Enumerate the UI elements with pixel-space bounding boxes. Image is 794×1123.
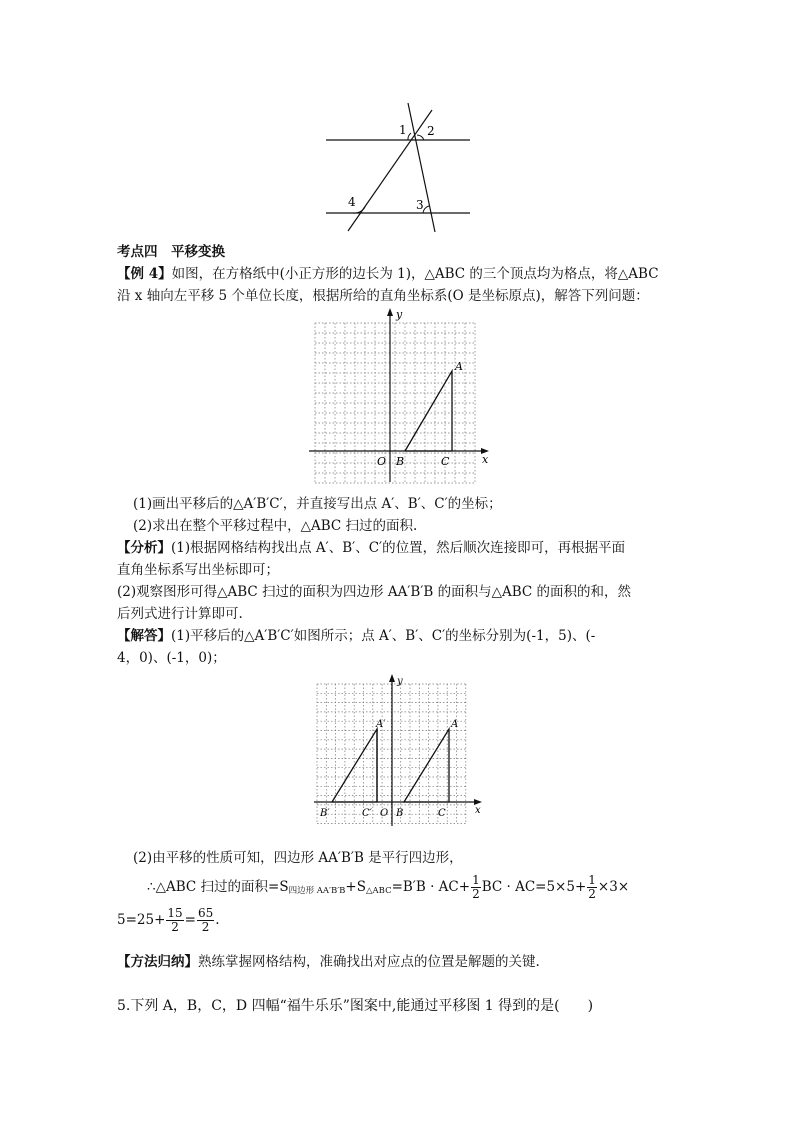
label-o: O (380, 808, 389, 819)
analysis-line-2: 直角坐标系写出坐标即可； (117, 562, 279, 578)
area-plus: +S (345, 879, 366, 895)
analysis-line-1 (117, 538, 677, 558)
angle-label-4: 4 (348, 195, 356, 209)
label-o: O (377, 455, 387, 468)
answer-tag: 【解答】 (117, 628, 171, 644)
label-b: B (396, 808, 404, 819)
label-x: x (475, 805, 481, 816)
method-tag: 【方法归纳】 (117, 954, 198, 970)
fraction-half-2: $\frac{1}{2}$ (588, 873, 596, 901)
label-c: C (441, 455, 450, 468)
label-y: y (396, 308, 403, 321)
grid-lines (315, 323, 475, 483)
analysis-line-3: (2)观察图形可得△ABC 扫过的面积为四边形 AA′B′B 的面积与△ABC 的面积的和，然 (117, 584, 632, 600)
angle-label-3: 3 (416, 198, 424, 212)
label-y: y (397, 676, 403, 687)
label-b2: B′ (320, 808, 330, 819)
angle-arc-1 (408, 133, 411, 140)
y-axis-arrow (387, 308, 393, 316)
area-line3-pre: 5=25+ (117, 912, 166, 928)
area-sub-tri: △ABC (365, 886, 392, 896)
label-a2: A′ (376, 719, 386, 730)
analysis-text-1: (1)根据网格结构找出点 A′、B′、C′的位置，然后顺次连接即可，再根据平面 (171, 540, 626, 556)
example-text-1: 如图，在方格纸中(小正方形的边长为 1)，△ABC 的三个顶点均为格点，将△ABC (171, 266, 659, 282)
fraction-half-1: $\frac{1}{2}$ (472, 873, 480, 901)
example-line-1 (117, 264, 677, 284)
area-pre: ∴△ABC 扫过的面积=S (147, 879, 289, 895)
label-x: x (482, 453, 489, 466)
example-tag: 【例 4】 (117, 266, 172, 282)
angle-figure (320, 98, 480, 238)
example-line-2: 沿 x 轴向左平移 5 个单位长度，根据所给的直角坐标系(O 是坐标原点)，解答下列问题： (117, 288, 649, 304)
angle-label-1: 1 (399, 123, 407, 137)
analysis-tag: 【分析】 (117, 540, 171, 556)
area-eq: =B′B · AC+ (391, 879, 471, 895)
area-end: . (215, 912, 220, 928)
question-5: 5.下列 A，B，C，D 四幅“福牛乐乐”图案中,能通过平移图 1 得到的是( ) (117, 998, 594, 1014)
label-a: A (451, 719, 459, 730)
angle-label-2: 2 (427, 124, 435, 138)
answer-line-2: 4，0)、(-1，0)； (117, 650, 226, 666)
area-eq-sign: = (184, 912, 196, 928)
section-title: 考点四 平移变换 (117, 244, 225, 260)
answer-text-1: (1)平移后的△A′B′C′如图所示；点 A′、B′、C′的坐标分别为(-1，5)、(- (171, 628, 596, 644)
area-formula (147, 872, 707, 906)
y-axis-arrow (389, 674, 395, 682)
answer-line-1 (117, 626, 677, 646)
question-2: (2)求出在整个平移过程中，△ABC 扫过的面积. (133, 518, 418, 534)
method-line (117, 952, 677, 972)
solution-line-1: (2)由平移的性质可知，四边形 AA′B′B 是平行四边形， (133, 850, 463, 866)
label-c: C (438, 808, 446, 819)
label-c2: C′ (362, 808, 372, 819)
fraction-65-2: $\frac{65}{2}$ (197, 906, 214, 934)
grid-figure-1 (305, 306, 495, 488)
area-mid: BC · AC=5×5+ (481, 879, 587, 895)
area-result (117, 905, 677, 935)
label-a: A (455, 360, 463, 373)
fraction-15-2: $\frac{15}{2}$ (167, 906, 183, 934)
grid-figure-2 (310, 672, 490, 832)
label-b: B (396, 455, 405, 468)
angle-arc-3 (423, 206, 429, 213)
method-text: 熟练掌握网格结构，准确找出对应点的位置是解题的关键. (198, 954, 540, 970)
area-sub-quad: 四边形 AA′B′B (288, 886, 346, 896)
area-tail: ×3× (597, 879, 630, 895)
analysis-line-4: 后列式进行计算即可. (117, 606, 243, 622)
question-1: (1)画出平移后的△A′B′C′，并直接写出点 A′、B′、C′的坐标； (133, 496, 502, 512)
angle-arc-2 (417, 135, 424, 140)
